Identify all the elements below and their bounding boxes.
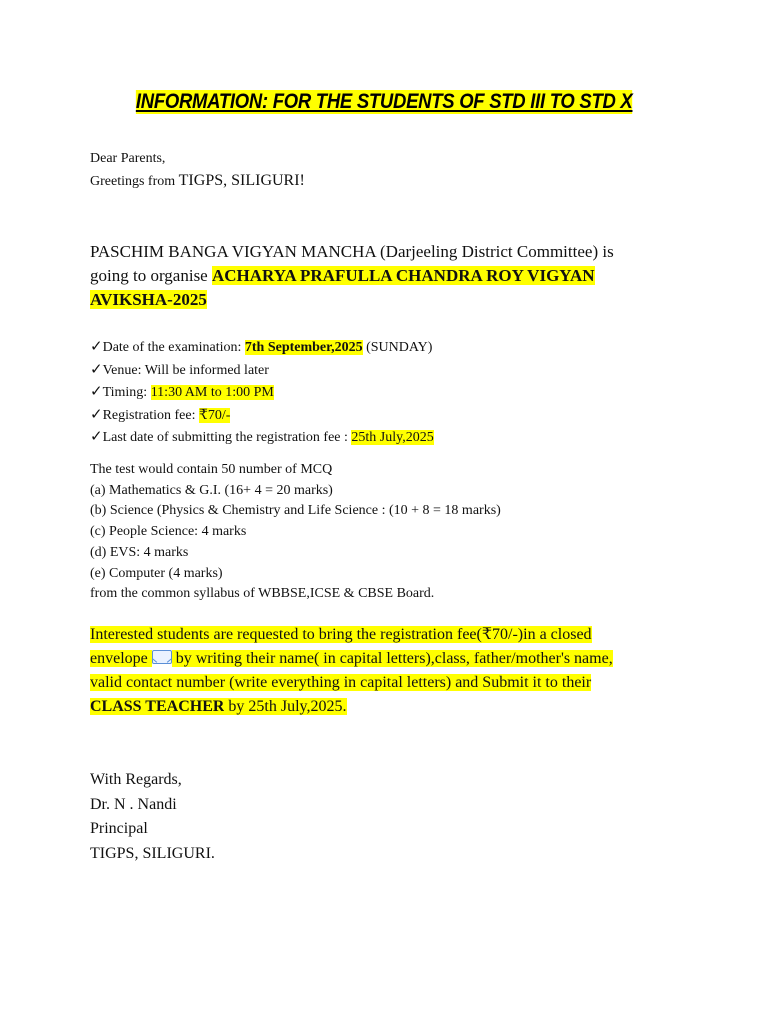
note-line-1 <box>90 623 730 647</box>
detail-timing <box>90 381 690 404</box>
mcq-item: (d) EVS: 4 marks <box>90 544 189 560</box>
class-teacher: CLASS TEACHER <box>90 698 225 715</box>
mcq-item: (e) Computer (4 marks) <box>90 565 223 581</box>
page-title: INFORMATION: FOR THE STUDENTS OF STD III TO STD X <box>135 90 633 113</box>
intro-line-2 <box>90 264 690 288</box>
detail-fee <box>90 404 690 427</box>
event-name-part-1: ACHARYA PRAFULLA CHANDRA ROY VIGYAN <box>211 266 595 285</box>
mcq-item: (a) Mathematics & G.I. (16+ 4 = 20 marks) <box>90 482 333 498</box>
greeting-line <box>90 169 690 192</box>
check-icon: ✓ <box>90 382 103 400</box>
exam-day: (SUNDAY) <box>362 340 433 355</box>
note-text-2b: by writing their name( in capital letters),class, father/mother's name, <box>171 650 613 667</box>
submission-note <box>90 623 730 719</box>
intro-line-1: PASCHIM BANGA VIGYAN MANCHA (Darjeeling District Committee) is <box>90 242 614 261</box>
intro-prefix: going to organise <box>90 266 212 285</box>
intro-line-3 <box>90 288 690 312</box>
signoff-name: Dr. N . Nandi <box>90 795 177 813</box>
envelope-icon <box>152 650 172 664</box>
greeting-school: TIGPS, SILIGURI! <box>178 172 305 189</box>
note-text-2a: envelope <box>90 650 152 667</box>
detail-exam-date <box>90 336 690 359</box>
detail-venue <box>90 359 690 382</box>
last-date-label: Last date of submitting the registration fee : <box>102 430 352 445</box>
last-date-value: 25th July,2025 <box>351 430 434 445</box>
note-line-3 <box>90 671 730 695</box>
mcq-item: (b) Science (Physics & Chemistry and Life Science : (10 + 8 = 18 marks) <box>90 503 501 519</box>
greeting-salutation: Dear Parents, <box>90 151 166 166</box>
event-name-part-2: AVIKSHA-2025 <box>90 290 207 309</box>
venue-text: Venue: Will be informed later <box>102 362 269 378</box>
note-deadline: by 25th July,2025. <box>224 698 347 715</box>
check-icon: ✓ <box>90 427 103 445</box>
note-text-3: valid contact number (write everything in capital letters) and Submit it to their <box>90 674 592 691</box>
signoff <box>90 768 690 866</box>
greeting <box>90 148 690 192</box>
note-text-1: Interested students are requested to bring the registration fee(₹70/-)in a closed <box>90 626 592 643</box>
greeting-prefix: Greetings from <box>90 174 179 189</box>
note-line-2 <box>90 647 730 671</box>
signoff-school: TIGPS, SILIGURI. <box>90 844 215 862</box>
fee-value: ₹70/- <box>199 407 231 423</box>
title-row <box>0 90 768 114</box>
timing-label: Timing: <box>102 385 151 400</box>
check-icon: ✓ <box>90 337 103 355</box>
check-icon: ✓ <box>90 359 103 378</box>
intro-paragraph <box>90 240 690 312</box>
fee-label: Registration fee: <box>102 407 199 423</box>
mcq-item: (c) People Science: 4 marks <box>90 524 247 540</box>
exam-details <box>90 336 690 449</box>
mcq-syllabus: from the common syllabus of WBBSE,ICSE & CBSE Board. <box>90 586 435 602</box>
mcq-section <box>90 460 690 605</box>
note-line-4 <box>90 695 730 719</box>
signoff-regards: With Regards, <box>90 771 182 788</box>
timing-value: 11:30 AM to 1:00 PM <box>150 385 274 400</box>
signoff-designation: Principal <box>90 820 148 837</box>
mcq-intro: The test would contain 50 number of MCQ <box>90 462 333 477</box>
detail-last-date <box>90 426 690 449</box>
exam-date-label: Date of the examination: <box>102 340 245 355</box>
check-icon: ✓ <box>90 404 103 423</box>
exam-date-value: 7th September,2025 <box>244 340 363 355</box>
